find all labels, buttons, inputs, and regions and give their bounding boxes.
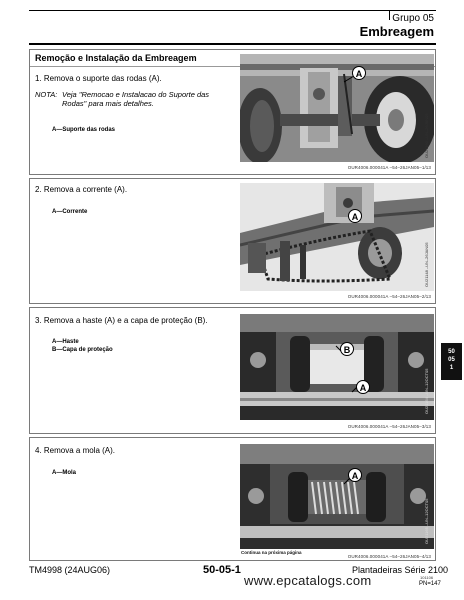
legend-item: A—Mola — [52, 470, 76, 476]
callout-a: A — [356, 380, 370, 394]
step-panel-4 — [29, 437, 436, 561]
legend-item: B—Capa de proteção — [52, 347, 113, 353]
spring-illustration — [240, 444, 434, 549]
step-1-caption: OUR4006.000041A –54–26JAN05–1/13 — [347, 165, 431, 170]
step-4-caption: OUR4006.000041A –54–26JAN05–4/13 — [347, 554, 431, 559]
step-1-photo — [240, 54, 434, 162]
legend-item: A—Suporte das rodas — [52, 127, 116, 133]
wheel-support-illustration — [240, 54, 434, 162]
page-header — [29, 10, 436, 44]
note-text: Veja "Remocao e Instalacao do Suporte das Rodas" para mais detalhes. — [62, 90, 210, 108]
side-tab-line: 50 — [448, 349, 455, 355]
group-label: Grupo 05 — [392, 13, 434, 24]
step-1-legend — [52, 126, 115, 134]
step-3-photo — [240, 314, 434, 420]
header-top-rule — [29, 10, 436, 11]
section-title: Remoção e Instalação da Embreagem — [35, 53, 197, 63]
step-4-photo — [240, 444, 434, 549]
footer-page-number: 50-05-1 — [203, 564, 241, 576]
step-panel-2 — [29, 178, 436, 304]
callout-a: A — [348, 209, 362, 223]
header-divider — [389, 10, 390, 20]
step-1-note — [35, 90, 230, 108]
header-bottom-rule — [29, 43, 436, 45]
step-3-caption: OUR4006.000041A –54–26JAN05–3/13 — [347, 424, 431, 429]
section-side-tab — [441, 343, 462, 380]
watermark: www.epcatalogs.com — [244, 573, 372, 588]
step-1-text: 1. Remova o suporte das rodas (A). — [35, 74, 162, 83]
step-3-text: 3. Remova a haste (A) e a capa de proteção (B). — [35, 316, 208, 325]
step-panel-1 — [29, 49, 436, 175]
step-panel-3 — [29, 307, 436, 434]
step-3-legend — [52, 338, 113, 354]
side-tab-line: 1 — [449, 365, 454, 371]
legend-item: A—Corrente — [52, 209, 88, 215]
callout-a: A — [352, 66, 366, 80]
callout-b: B — [340, 342, 354, 356]
footer-doc-id: TM4998 (24AUG06) — [29, 565, 111, 575]
step-2-legend — [52, 208, 87, 216]
footer-code: 101106 — [420, 575, 434, 580]
photo-code: OU21148 –UN–26JAN05 — [424, 242, 429, 287]
side-tab-line: 05 — [448, 357, 455, 363]
step-4-legend — [52, 469, 76, 477]
photo-code: OU21164 –UN–12OCT05 — [424, 368, 429, 414]
footer-pn: PN=147 — [419, 581, 441, 587]
callout-a: A — [348, 468, 362, 482]
footer-title: Plantadeiras Série 2100 — [352, 565, 449, 575]
continued-note: Continua na próxima página — [241, 550, 302, 555]
photo-code: OU21165 –UN–12OCT05 — [424, 498, 429, 544]
photo-code: OU21160 –UN–26JAN05 — [424, 113, 429, 158]
step-4-text: 4. Remova a mola (A). — [35, 446, 116, 455]
note-label: NOTA: — [35, 90, 58, 99]
step-2-photo — [240, 183, 434, 291]
step-2-text: 2. Remova a corrente (A). — [35, 185, 128, 194]
shaft-cover-illustration — [240, 314, 434, 420]
chain-illustration — [240, 183, 434, 291]
legend-item: A—Haste — [52, 339, 79, 345]
step-2-caption: OUR4006.000041A –54–26JAN05–2/13 — [347, 294, 431, 299]
page-title: Embreagem — [359, 24, 434, 39]
